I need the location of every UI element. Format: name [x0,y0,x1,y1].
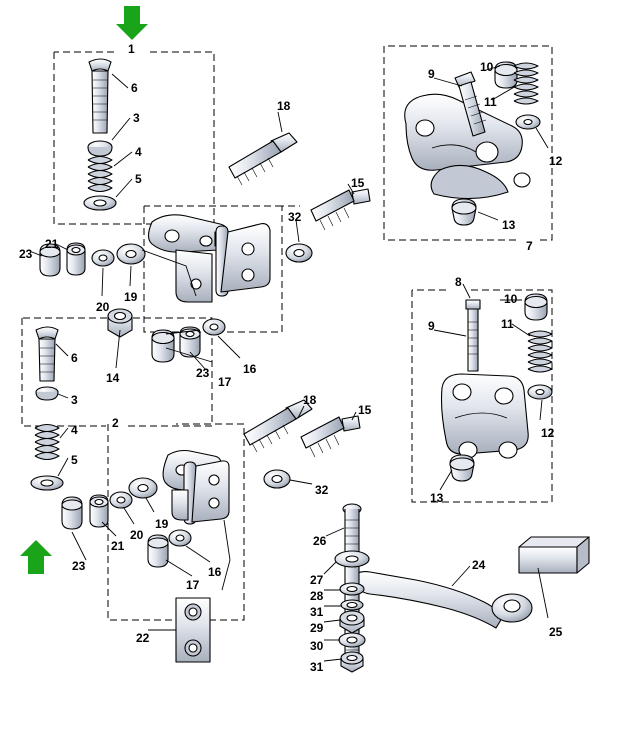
part-10-upper-cap [495,62,517,88]
callout-21a: 21 [45,237,59,251]
callout-18a: 18 [277,99,291,113]
callout-11a: 11 [484,95,497,109]
callout-23c: 23 [72,559,86,573]
callout-5a: 5 [135,172,142,186]
part-19-lower-washer [129,478,157,498]
part-23-lower-bush [62,497,82,529]
part-12-upper-washer [516,115,540,129]
callout-16b: 16 [208,565,222,579]
part-16-upper-washer [203,319,225,335]
callout-26: 26 [313,534,327,548]
callout-31a: 31 [310,605,324,619]
callout-4b: 4 [71,423,78,437]
part-6-lower-bolt [36,327,58,381]
callout-31b: 31 [310,660,324,674]
part-20-upper-washer [92,250,114,266]
callout-29: 29 [310,621,324,635]
part-9-lower-bolt [466,300,480,371]
callout-3a: 3 [133,111,140,125]
callout-6b: 6 [71,351,78,365]
callout-13a: 13 [502,218,516,232]
part-22-bracket [176,598,210,662]
callout-13b: 13 [430,491,444,505]
part-13-upper-plug [452,199,476,225]
part-4-upper-spring [88,157,112,192]
callout-21b: 21 [111,539,125,553]
callout-8: 8 [455,275,462,289]
part-24-tow-bar [352,572,532,628]
callout-3b: 3 [71,393,78,407]
callout-25: 25 [549,625,563,639]
part-4-lower-spring [35,425,59,460]
callout-32a: 32 [288,210,302,224]
part-19-upper-washer [117,244,145,264]
part-17-lower-bush [148,535,168,567]
callout-17a: 17 [218,375,232,389]
part-16-lower-washer [169,530,191,546]
callout-15a: 15 [351,176,365,190]
part-20-lower-washer [110,492,132,508]
part-6-upper-bolt [89,59,111,133]
hinge-upper-assembly [149,215,271,302]
callout-17b: 17 [186,578,200,592]
callout-30: 30 [310,639,324,653]
part-10-lower-cap [525,294,547,320]
part-11-upper-spring [514,63,538,104]
callout-9b: 9 [428,319,435,333]
callout-12a: 12 [549,154,563,168]
callout-22: 22 [136,631,150,645]
callout-12b: 12 [541,426,555,440]
callout-16a: 16 [243,362,257,376]
callout-23a: 23 [19,247,33,261]
part-3-lower-washer [36,387,58,400]
part-18-upper-bolt [229,133,297,185]
callout-6a: 6 [131,81,138,95]
part-32-lower-washer [264,470,290,488]
part-12-lower-washer [528,385,552,399]
part-5-upper-cup-washer [84,196,116,210]
part-13-lower-plug [450,455,474,481]
part-25-block [519,537,589,573]
callout-27: 27 [310,573,324,587]
part-31-washer-lower [341,652,363,672]
callout-2: 2 [112,416,119,430]
group-8-bracket [442,374,529,458]
part-28-washer [340,583,364,595]
callout-18b: 18 [303,393,317,407]
part-5-lower-cup-washer [31,476,63,490]
callout-15b: 15 [358,403,372,417]
part-15-lower-bolt [301,416,360,457]
callout-14: 14 [106,371,120,385]
callout-19b: 19 [155,517,169,531]
callout-28: 28 [310,589,324,603]
part-30-washer [339,633,365,647]
callout-9a: 9 [428,67,435,81]
part-15-upper-bolt [311,189,370,230]
part-29-nut [340,611,364,633]
callout-10a: 10 [480,60,494,74]
callout-20b: 20 [130,528,144,542]
part-11-lower-spring [528,331,552,372]
part-21-lower-bush [90,495,108,527]
part-32-upper-washer [286,244,312,262]
callout-7: 7 [526,239,533,253]
part-31-washer-upper [341,600,363,610]
callout-32b: 32 [315,483,329,497]
callout-4a: 4 [135,145,142,159]
callout-23b: 23 [196,366,210,380]
callout-24: 24 [472,558,486,572]
part-3-upper-washer [88,141,112,156]
callout-20a: 20 [96,300,110,314]
part-21-upper-bush [67,243,85,275]
hinge-lower-assembly [163,451,229,525]
part-27-washer [335,551,369,567]
part-18-lower-bolt [244,400,312,452]
callout-11b: 11 [501,317,514,331]
callout-19a: 19 [124,290,138,304]
callout-10b: 10 [504,292,518,306]
callout-1: 1 [128,42,135,56]
callout-5b: 5 [71,453,78,467]
part-23-mid-bush [152,330,174,362]
